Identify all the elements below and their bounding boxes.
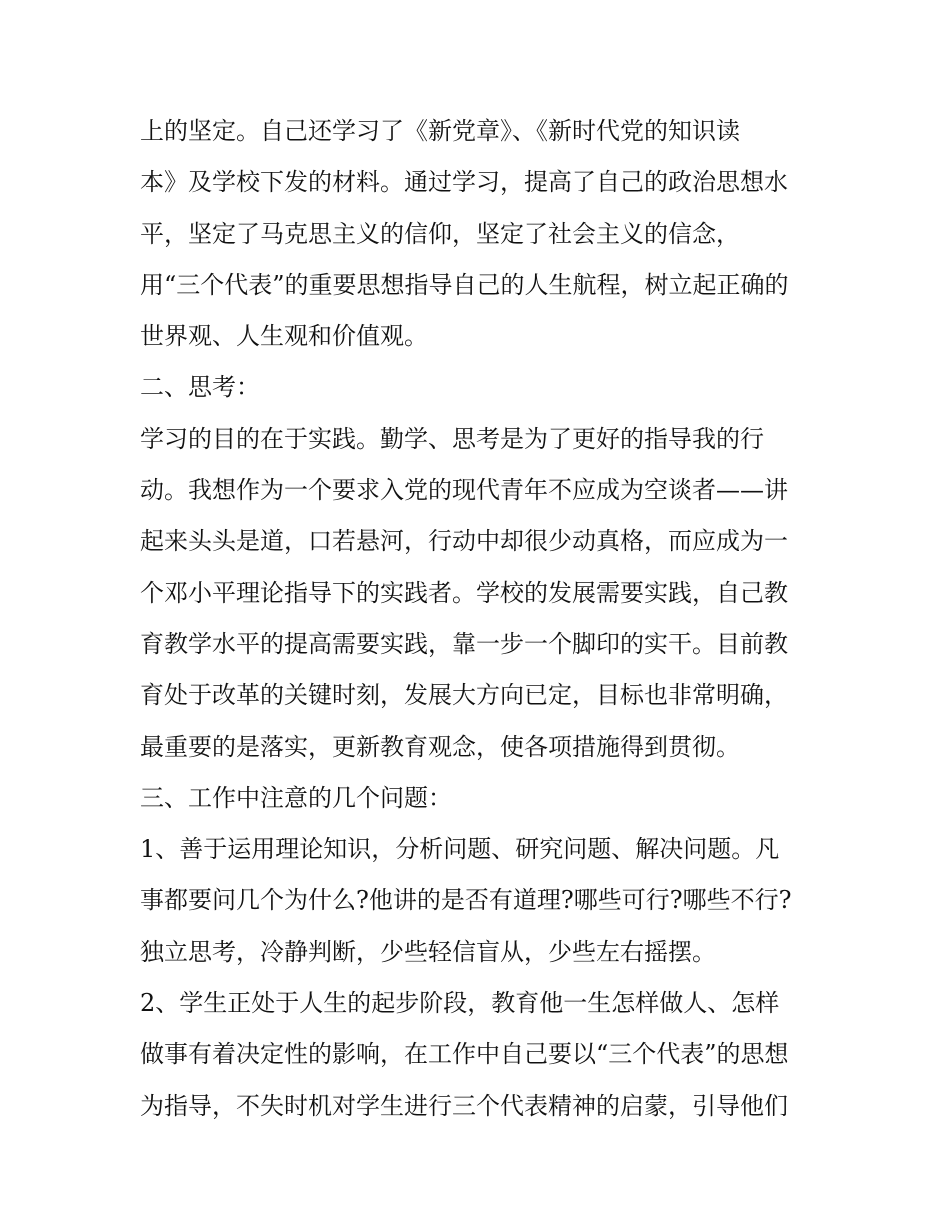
text-line: 事都要问几个为什么?他讲的是否有道理?哪些可行?哪些不行? [140,886,792,915]
text-line: 世界观、人生观和价值观。 [140,322,428,351]
text-line: 育处于改革的关键时刻，发展大方向已定，目标也非常明确， [140,681,788,710]
text-line: 动。我想作为一个要求入党的现代青年不应成为空谈者——讲 [140,476,788,505]
text-line: 2、学生正处于人生的起步阶段，教育他一生怎样做人、怎样 [140,989,780,1018]
text-line: 用“三个代表”的重要思想指导自己的人生航程，树立起正确的 [140,270,789,299]
text-line: 最重要的是落实，更新教育观念，使各项措施得到贯彻。 [140,732,740,761]
section-heading: 三、工作中注意的几个问题： [140,783,452,812]
text-line: 为指导，不失时机对学生进行三个代表精神的启蒙，引导他们 [140,1091,788,1120]
text-line: 个邓小平理论指导下的实践者。学校的发展需要实践，自己教 [140,578,788,607]
text-line: 起来头头是道，口若悬河，行动中却很少动真格，而应成为一 [140,527,788,556]
body-text [140,106,820,1132]
section-heading: 二、思考： [140,373,260,402]
text-line: 1、善于运用理论知识，分析问题、研究问题、解决问题。凡 [140,835,780,864]
text-line: 本》及学校下发的材料。通过学习，提高了自己的政治思想水 [140,168,788,197]
text-line: 学习的目的在于实践。勤学、思考是为了更好的指导我的行 [140,424,764,453]
text-line: 平，坚定了马克思主义的信仰，坚定了社会主义的信念， [140,219,740,248]
text-line: 育教学水平的提高需要实践，靠一步一个脚印的实干。目前教 [140,629,788,658]
text-line: 独立思考，冷静判断，少些轻信盲从，少些左右摇摆。 [140,937,716,966]
text-line: 上的坚定。自己还学习了《新党章》、《新时代党的知识读 [140,117,740,145]
text-line: 做事有着决定性的影响，在工作中自己要以“三个代表”的思想 [140,1040,789,1069]
